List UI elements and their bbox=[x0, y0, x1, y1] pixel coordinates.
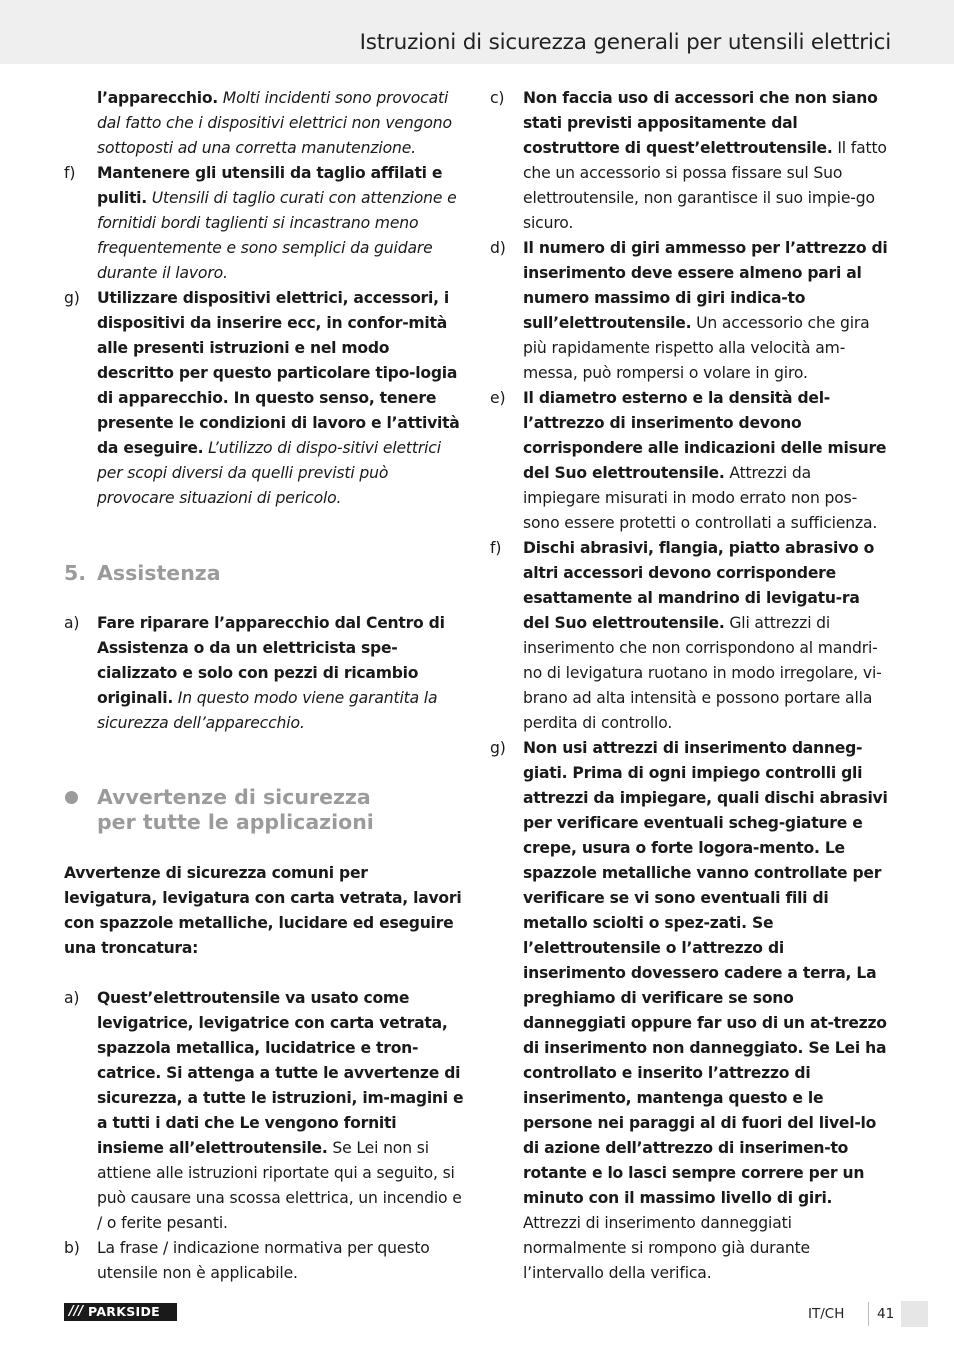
item-bold: Dischi abrasivi, flangia, piatto abrasivo o altri accessori devono corrispondere esattamente al mandrino di levigatu-ra del Suo elettroutensile. bbox=[523, 539, 875, 632]
warning-item-a bbox=[64, 986, 464, 1236]
assistenza-item-a bbox=[64, 611, 464, 736]
item-bold: Il numero di giri ammesso per l’attrezzo di inserimento deve essere almeno pari al numero massimo di giri indica-to sull’elettroutensile. bbox=[523, 239, 888, 332]
item-italic: In questo modo viene garantita la sicurezza dell’apparecchio. bbox=[97, 689, 438, 732]
item-label: g) bbox=[64, 289, 80, 307]
page-title: Istruzioni di sicurezza generali per utensili elettrici bbox=[359, 30, 891, 55]
continued-italic: Molti incidenti sono provocati dal fatto che i dispositivi elettrici non vengono sottoposti ad una corretta manutenzione. bbox=[97, 89, 452, 157]
item-bold: Mantenere gli utensili da taglio affilati e puliti. bbox=[97, 164, 443, 207]
item-bold: Il diametro esterno e la densità del-l’attrezzo di inserimento devono corrispondere alle indicazioni delle misure del Suo elettroutensile. bbox=[523, 389, 887, 482]
item-label: c) bbox=[490, 89, 505, 107]
right-column bbox=[490, 86, 890, 1286]
section-title: Assistenza bbox=[97, 561, 221, 585]
item-label: g) bbox=[490, 739, 506, 757]
page-number: 41 bbox=[877, 1306, 895, 1322]
parkside-logo bbox=[64, 1303, 177, 1321]
list-item-g bbox=[64, 286, 464, 511]
list-item-g bbox=[490, 736, 890, 1286]
item-bold: Non usi attrezzi di inserimento danneg-giati. Prima di ogni impiego controlli gli attrezzi da impiegare, quali dischi abrasivi per verificare eventuali scheg-giature e crepe, usura o forte logora-mento. Le spazzole metalliche vanno controllate per verificare se vi sono eventuali fili di metallo sciolti o spez-zati. Se l’elettroutensile o l’attrezzo di inserimento dovessero cadere a terra, La preghiamo di verificare se sono danneggiati oppure far uso di un at-trezzo di inserimento non danneggiato. Se Lei ha controllato e inserito l’attrezzo di inserimento, mantenga questo e le persone nei paraggi al di fuori del livel-lo di azione dell’attrezzo di inserimen-to rotante e lo lasci sempre correre per un minuto con il massimo livello di giri. bbox=[523, 739, 888, 1207]
left-column bbox=[64, 86, 464, 1286]
continued-bold: l’apparecchio. bbox=[97, 89, 218, 107]
list-item-f bbox=[490, 536, 890, 736]
item-normal: Il fatto che un accessorio si possa fissare sul Suo elettroutensile, non garantisce il suo impie-go sicuro. bbox=[523, 139, 887, 232]
bullet-heading-line2: per tutte le applicazioni bbox=[97, 810, 374, 834]
bullet-heading bbox=[64, 785, 464, 835]
item-label: f) bbox=[64, 164, 76, 182]
item-label: b) bbox=[64, 1239, 80, 1257]
bullet-dot-icon bbox=[65, 791, 78, 804]
item-label: e) bbox=[490, 389, 506, 407]
item-normal: Se Lei non si attiene alle istruzioni riportate qui a seguito, si può causare una scossa elettrica, un incendio e / o ferite pesanti. bbox=[97, 1139, 462, 1232]
item-italic: L’utilizzo di dispo-sitivi elettrici per scopi diversi da quelli previsti può provocare situazioni di pericolo. bbox=[97, 439, 441, 507]
page-header bbox=[0, 0, 954, 64]
language-code: IT/CH bbox=[808, 1306, 845, 1322]
list-item-c bbox=[490, 86, 890, 236]
item-bold: Fare riparare l’apparecchio dal Centro di Assistenza o da un elettricista spe-cializzato e solo con pezzi di ricambio originali. bbox=[97, 614, 445, 707]
item-bold: Utilizzare dispositivi elettrici, accessori, i dispositivi da inserire ecc, in confor-mità alle presenti istruzioni e nel modo descritto per questo particolare tipo-logia di apparecchio. In questo senso, tenere presente le condizioni di lavoro e l’attività da eseguire. bbox=[97, 289, 460, 457]
item-label: a) bbox=[64, 989, 80, 1007]
item-bold: Quest’elettroutensile va usato come levigatrice, levigatrice con carta vetrata, spazzola metallica, lucidatrice e tron-catrice. Si attenga a tutte le avvertenze di sicurezza, a tutte le istruzioni, im-magini e a tutti i dati che Le vengono forniti insieme all’elettroutensile. bbox=[97, 989, 464, 1157]
continued-paragraph bbox=[64, 86, 464, 161]
item-normal: Attrezzi di inserimento danneggiati normalmente si rompono già durante l’intervallo della verifica. bbox=[523, 1214, 810, 1282]
item-bold: Non faccia uso di accessori che non siano stati previsti appositamente dal costruttore di quest’elettroutensile. bbox=[523, 89, 878, 157]
item-italic: Utensili di taglio curati con attenzione e fornitidi bordi taglienti si incastrano meno frequentemente e sono semplici da guidare durante il lavoro. bbox=[97, 189, 457, 282]
item-normal: Gli attrezzi di inserimento che non corrispondono al mandri-no di levigatura ruotano in modo irregolare, vi-brano ad alta intensità e possono portare alla perdita di controllo. bbox=[523, 614, 882, 732]
list-item-e bbox=[490, 386, 890, 536]
intro-paragraph bbox=[64, 861, 464, 961]
intro-bold: Avvertenze di sicurezza comuni per levigatura, levigatura con carta vetrata, lavori con spazzole metalliche, lucidare ed eseguire una troncatura: bbox=[64, 864, 462, 957]
item-normal: La frase / indicazione normativa per questo utensile non è applicabile. bbox=[97, 1239, 430, 1282]
item-normal: Attrezzi da impiegare misurati in modo errato non pos-sono essere protetti o controllati a sufficienza. bbox=[523, 464, 878, 532]
warning-item-b bbox=[64, 1236, 464, 1286]
item-label: d) bbox=[490, 239, 506, 257]
footer-tab bbox=[901, 1301, 928, 1327]
item-label: a) bbox=[64, 614, 80, 632]
list-item-d bbox=[490, 236, 890, 386]
section-number: 5. bbox=[64, 561, 87, 585]
list-item-f bbox=[64, 161, 464, 286]
logo-text: PARKSIDE bbox=[88, 1304, 160, 1319]
item-normal: Un accessorio che gira più rapidamente rispetto alla velocità am-messa, può rompersi o volare in giro. bbox=[523, 314, 870, 382]
bullet-heading-line1: Avvertenze di sicurezza bbox=[97, 785, 371, 809]
logo-slashes-icon: /// bbox=[69, 1304, 84, 1319]
footer-divider bbox=[868, 1302, 869, 1326]
section-heading-assistenza bbox=[64, 560, 464, 586]
item-label: f) bbox=[490, 539, 502, 557]
